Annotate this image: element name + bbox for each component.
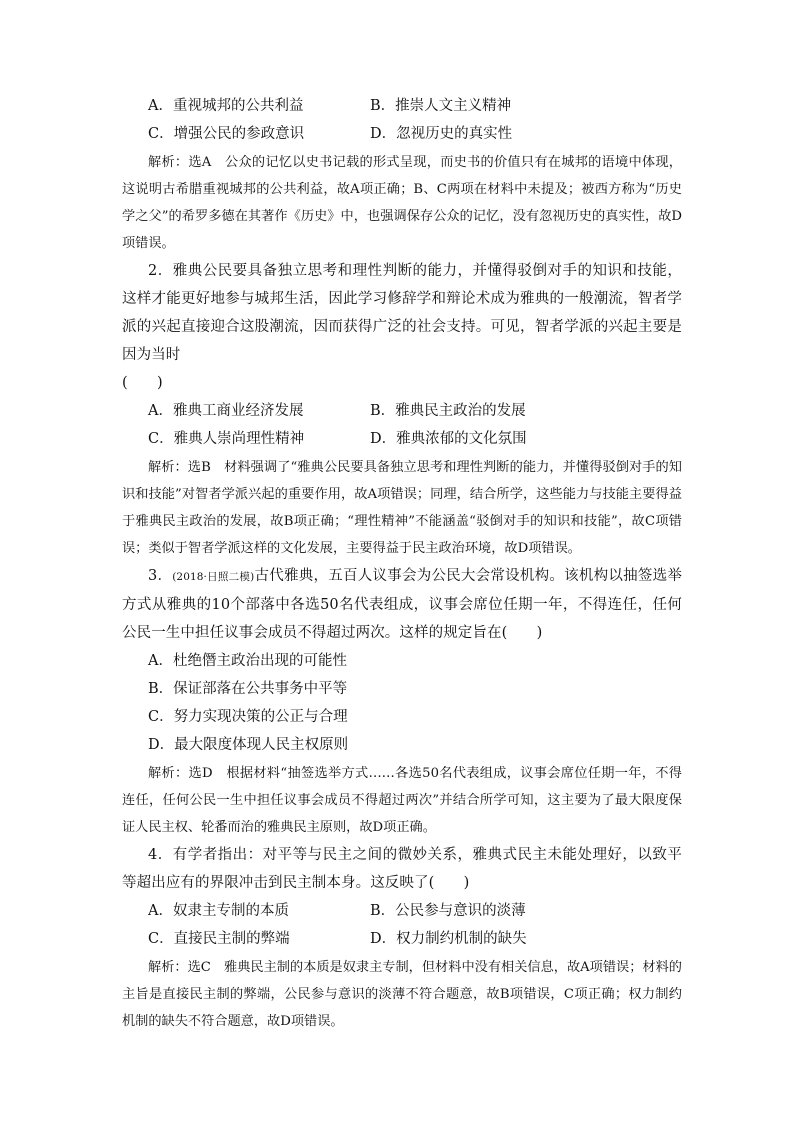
q1-option-c: C．增强公民的参政意识 [148,126,305,142]
q1-options-row-2 [122,120,682,148]
q3-stem [122,562,682,647]
q3-option-a: A．杜绝僭主政治出现的可能性 [148,653,347,669]
q4-option-d: D．权力制约机制的缺失 [370,931,527,947]
q2-explanation: 解析：选B 材料强调了“雅典公民要具备独立思考和理性判断的能力，并懂得驳倒对手的知识和技能”对智者学派兴起的重要作用，故A项错误；同理，结合所学，这些能力与技能主要得益于雅典民主政治的发展，故B项正确；“理性精神”不能涵盖“驳倒对手的知识和技能”，故C项错误；类似于智者学派这样的文化发展，主要得益于民主政治环境，故D项错误。 [122,460,682,556]
q4-options-row-1 [122,897,682,925]
q4-option-c: C．直接民主制的弊端 [148,931,290,947]
q1-option-d: D．忽视历史的真实性 [370,126,513,142]
q4-option-b: B．公民参与意识的淡薄 [370,903,526,919]
q2-option-a: A．雅典工商业经济发展 [148,403,304,419]
q2-option-b: B．雅典民主政治的发展 [370,403,526,419]
document-content [122,92,682,1035]
q1-option-b: B．推崇人文主义精神 [370,98,512,114]
q4-options-row-2 [122,925,682,953]
q4-answer-paren: ( ) [428,875,470,891]
q3-stem-text: 古代雅典，五百人议事会为公民大会常设机构。该机构以抽签选举方式从雅典的10个部落中各选50名代表组成，议事会席位任期一年，不得连任，任何公民一生中担任议事会成员不得超过两次。这样的规定旨在 [122,568,682,641]
q3-answer-paren: ( ) [501,625,543,641]
q3-option-c: C．努力实现决策的公正与合理 [148,709,348,725]
q2-options-row-1 [122,397,682,425]
q3-number: 3． [148,568,173,584]
q2-answer-paren: ( ) [122,375,163,391]
q2-option-d: D．雅典浓郁的文化氛围 [370,431,527,447]
q4-stem [122,841,682,897]
q1-explanation: 解析：选A 公众的记忆以史书记载的形式呈现，而史书的价值只有在城邦的语境中体现，这说明古希腊重视城邦的公共利益，故A项正确；B、C两项在材料中未提及；被西方称为“历史学之父”的希罗多德在其著作《历史》中，也强调保存公众的记忆，没有忽视历史的真实性，故D项错误。 [122,155,682,251]
q2-stem-text: 2．雅典公民要具备独立思考和理性判断的能力，并懂得驳倒对手的知识和技能，这样才能更好地参与城邦生活，因此学习修辞学和辩论术成为雅典的一般潮流，智者学派的兴起直接迎合这股潮流，因而获得广泛的社会支持。可见，智者学派的兴起主要是因为当时 [122,263,682,363]
q2-option-c: C．雅典人崇尚理性精神 [148,431,305,447]
q4-option-a: A．奴隶主专制的本质 [148,903,289,919]
q2-options-row-2 [122,425,682,453]
q3-option-d: D．最大限度体现人民主权原则 [148,737,349,753]
q2-stem [122,257,682,397]
q3-source: (2018·日照二模) [172,571,255,583]
q3-explanation: 解析：选D 根据材料“抽签选举方式……各选50名代表组成，议事会席位任期一年，不得连任，任何公民一生中担任议事会成员不得超过两次”并结合所学可知，这主要为了最大限度保证人民主权、轮番而治的雅典民主原则，故D项正确。 [122,766,682,835]
q1-option-a: A．重视城邦的公共利益 [148,98,304,114]
q4-stem-text: 4．有学者指出：对平等与民主之间的微妙关系，雅典式民主未能处理好，以致平等超出应有的界限冲击到民主制本身。这反映了 [122,847,682,891]
q3-option-b: B．保证部落在公共事务中平等 [148,681,348,697]
q1-options-row-1 [122,92,682,120]
q4-explanation: 解析：选C 雅典民主制的本质是奴隶主专制，但材料中没有相关信息，故A项错误；材料的主旨是直接民主制的弊端，公民参与意识的淡薄不符合题意，故B项错误，C项正确；权力制约机制的缺失不符合题意，故D项错误。 [122,960,682,1029]
